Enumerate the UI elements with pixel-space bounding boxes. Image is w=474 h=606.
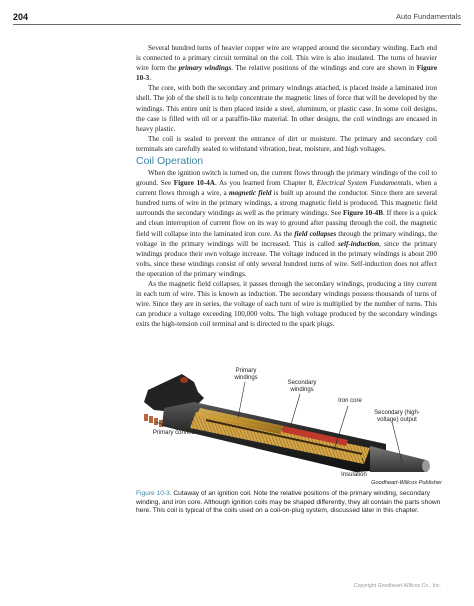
output-terminal <box>422 460 430 472</box>
section-paragraph-1: When the ignition switch is turned on, the current flows through the primary windings of the coil to ground. See Figure 10-4A. As you learned from Chapter 8, Electrical System Fundamentals, when a current flows through a wire, a magnetic field is built up around the conductor. Since there are several hundred turns of wire in the primary windings, a strong magnetic field is produced. This magnetic field surrounds the secondary windings as well as the primary windings. See Figure 10-4B. If there is a quick and clean interruption of current flow on its way to ground after passing through the coil, the magnetic field will collapse into the laminated iron core. As the field collapses through the primary windings, the voltage in the primary windings will be increased. This is called self-induction, since the primary windings produce their own voltage increase. The voltage induced in the primary windings is about 200 volts, since these windings consist of only several hundred turns of wire. Self-induction does not affect the operation of the primary windings. <box>136 169 438 278</box>
ignition-coil-figure <box>134 368 444 484</box>
running-head: Auto Fundamentals <box>395 12 461 21</box>
primary-connector-pins <box>144 414 163 427</box>
output-boot <box>370 446 426 472</box>
caption-text: Cutaway of an ignition coil. Note the relative positions of the primary winding, secondary winding, and iron core. Although ignition coils may be shaped differently, they all contain the parts shown here. This coil is typical of the coils used on a coil-on-plug system, discussed later in this chapter. <box>136 490 441 515</box>
label-secondary-output: Secondary (high-voltage) output <box>374 410 420 423</box>
mount-hole <box>180 377 188 383</box>
intro-paragraph-1: Several hundred turns of heavier copper wire are wrapped around the secondary winding. Each end is connected to a primary circuit terminal on the coil. This wire is also insulated. The turns of heavier wire form the primary windings. The relative positions of the windings and core are shown in Figure 10-3. <box>136 44 438 83</box>
label-insulation: Insulation <box>341 472 367 478</box>
label-primary-windings: Primary windings <box>234 368 258 381</box>
section-paragraph-2: As the magnetic field collapses, it passes through the secondary windings, producing a tiny current in each turn of wire. This is known as induction. The secondary windings possess thousands of turns of wire. Since they are in series, the voltage of each turn of wire is multiplied by the number of turns. This can produce a voltage exceeding 100,000 volts. The high voltage produced by the secondary windings exits the high-tension coil terminal and is directed to the spark plugs. <box>136 280 437 329</box>
intro-paragraph-2: The core, with both the secondary and primary windings attached, is placed inside a laminated iron shell. The job of the shell is to help concentrate the magnetic lines of force that will be developed by the windings. This entire unit is then placed inside a steel, aluminum, or plastic case. In some coil designs, the case is filled with oil or a paraffin-like material. In other designs, the coil windings are encased in heavy plastic. <box>136 84 437 133</box>
label-iron-core: Iron core <box>338 398 362 404</box>
page-number: 204 <box>13 12 29 22</box>
section-heading: Coil Operation <box>136 155 204 167</box>
copyright-footer: Copyright Goodheart-Willcox Co., Inc. <box>353 583 441 589</box>
intro-text <box>136 43 437 154</box>
label-secondary-windings: Secondary windings <box>287 380 317 393</box>
label-primary-connections: Primary connections <box>152 430 208 436</box>
section-text <box>136 168 437 330</box>
page-header <box>0 0 474 24</box>
caption-figure-ref: Figure 10-3. <box>136 490 172 497</box>
figure-credit: Goodheart-Willcox Publisher <box>371 480 442 486</box>
intro-paragraph-3: The coil is sealed to prevent the entrance of dirt or moisture. The primary and secondary coil terminals are carefully sealed to withstand vibration, heat, moisture, and high voltages. <box>136 134 437 153</box>
header-rule <box>13 24 461 25</box>
figure-caption <box>136 490 444 516</box>
